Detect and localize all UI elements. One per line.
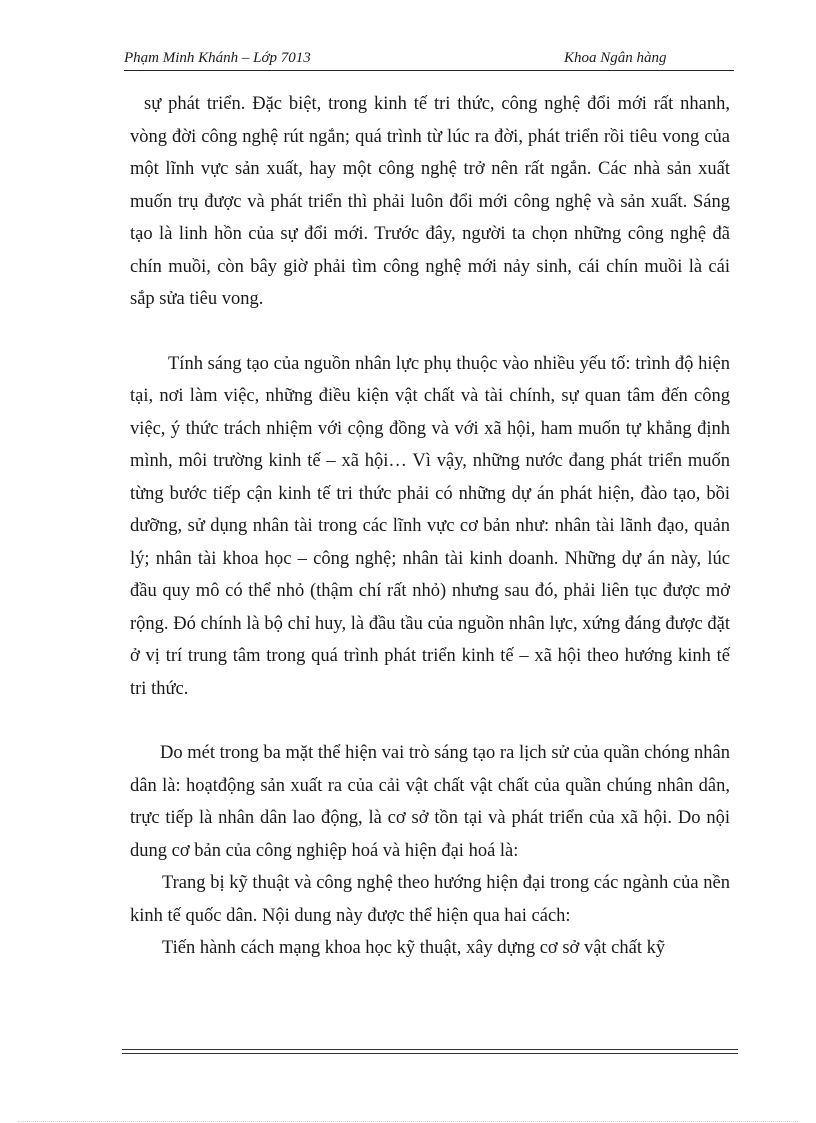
- page-header: [124, 48, 734, 71]
- paragraph: Do mét trong ba mặt thể hiện vai trò sáng tạo ra lịch sử của quần chóng nhân dân là: hoạtđộng sản xuất ra của cải vật chất vật chất của quần chúng nhân dân, trực tiếp là nhân dân lao động, là cơ sở tồn tại và phát triển của xã hội. Do nội dung cơ bản của công nghiệp hoá và hiện đại hoá là:: [130, 743, 730, 861]
- header-author: Phạm Minh Khánh – Lớp 7013: [124, 50, 311, 66]
- header-department: Khoa Ngân hàng: [564, 50, 667, 66]
- document-body: [130, 88, 730, 965]
- paragraph: Tiến hành cách mạng khoa học kỹ thuật, xây dựng cơ sở vật chất kỹ: [162, 938, 666, 958]
- footer-rule: [122, 1049, 738, 1054]
- paragraph: Tính sáng tạo của nguồn nhân lực phụ thuộc vào nhiều yếu tố: trình độ hiện tại, nơi làm việc, những điều kiện vật chất và tài chính, sự quan tâm đến công việc, ý thức trách nhiệm với cộng đồng và với xã hội, ham muốn tự khẳng định mình, môi trường kinh tế – xã hội… Vì vậy, những nước đang phát triển muốn từng bước tiếp cận kinh tế tri thức phải có những dự án phát hiện, đào tạo, bồi dưỡng, sử dụng nhân tài trong các lĩnh vực cơ bản như: nhân tài lãnh đạo, quản lý; nhân tài khoa học – công nghệ; nhân tài kinh doanh. Những dự án này, lúc đầu quy mô có thể nhỏ (thậm chí rất nhỏ) nhưng sau đó, phải liên tục được mở rộng. Đó chính là bộ chỉ huy, là đầu tầu của nguồn nhân lực, xứng đáng được đặt ở vị trí trung tâm trong quá trình phát triển kinh tế – xã hội theo hướng kinh tế tri thức.: [130, 353, 730, 699]
- paragraph: Trang bị kỹ thuật và công nghệ theo hướng hiện đại trong các ngành của nền kinh tế quốc dân. Nội dung này được thể hiện qua hai cách:: [130, 873, 730, 926]
- paragraph: sự phát triển. Đặc biệt, trong kinh tế tri thức, công nghệ đổi mới rất nhanh, vòng đời công nghệ rút ngắn; quá trình từ lúc ra đời, phát triển rồi tiêu vong của một lĩnh vực sản xuất, hay một công nghệ trở nên rất ngắn. Các nhà sản xuất muốn trụ được và phát triển thì phải luôn đổi mới công nghệ và sản xuất. Sáng tạo là linh hồn của sự đổi mới. Trước đây, người ta chọn những công nghệ đã chín muồi, còn bây giờ phải tìm công nghệ mới nảy sinh, cái chín muồi là cái sắp sửa tiêu vong.: [130, 94, 730, 309]
- page-edge-divider: [18, 1121, 798, 1122]
